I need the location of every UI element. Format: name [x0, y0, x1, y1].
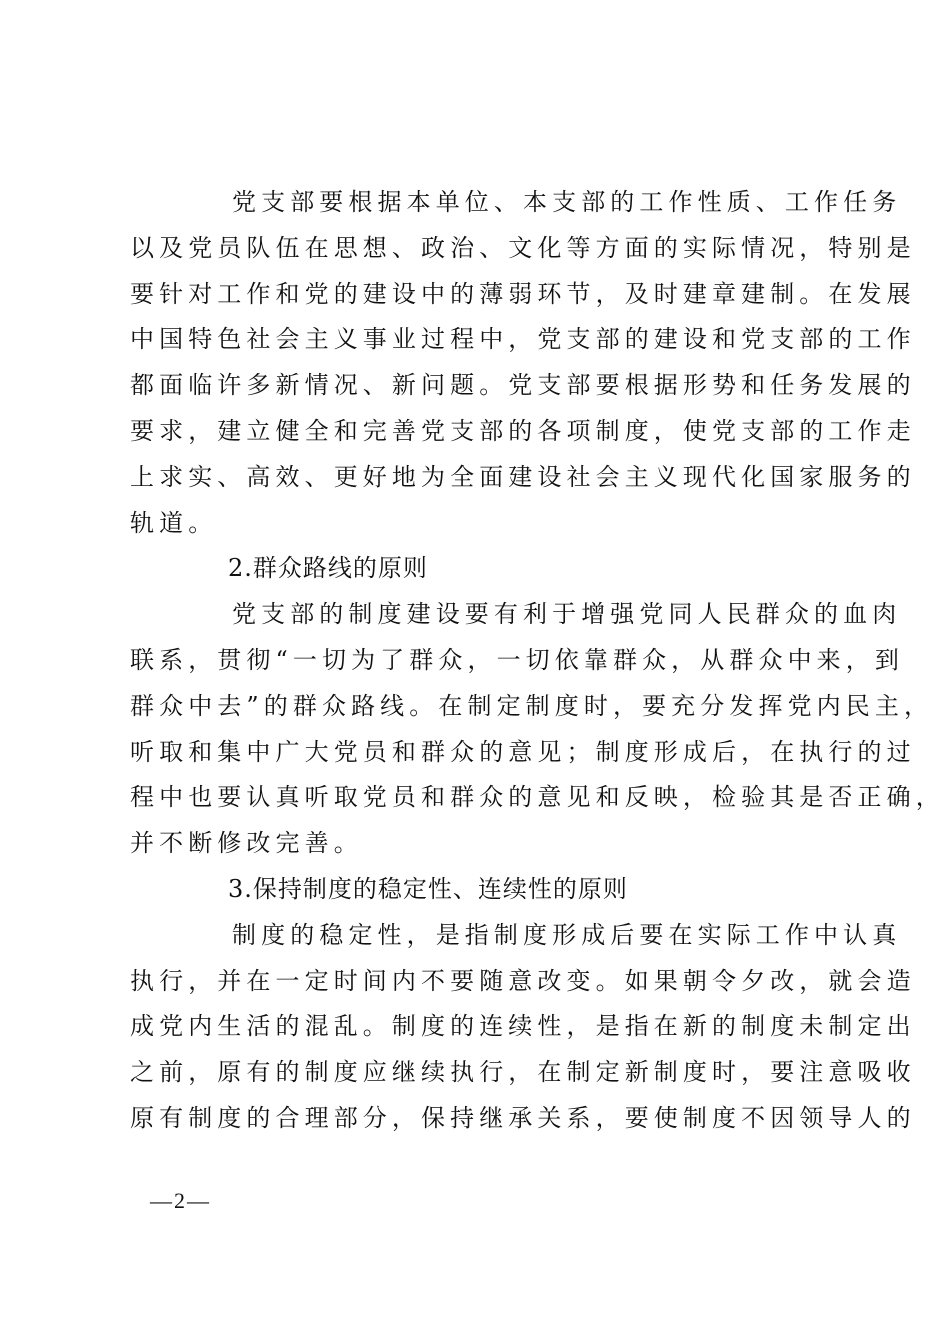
paragraph-line: 上求实、高效、更好地为全面建设社会主义现代化国家服务的	[130, 462, 916, 491]
paragraph-line: 程中也要认真听取党员和群众的意见和反映，检验其是否正确，	[130, 783, 945, 812]
paragraph-line: 制度的稳定性，是指制度形成后要在实际工作中认真	[232, 920, 902, 949]
paragraph-line: 要针对工作和党的建设中的薄弱环节，及时建章建制。在发展	[130, 279, 916, 308]
paragraph-line: 轨道。	[130, 508, 218, 537]
paragraph-line: 以及党员队伍在思想、政治、文化等方面的实际情况，特别是	[130, 233, 916, 262]
paragraph-line: 之前，原有的制度应继续执行，在制定新制度时，要注意吸收	[130, 1058, 916, 1087]
paragraph-line: 党支部的制度建设要有利于增强党同人民群众的血肉	[232, 600, 902, 629]
paragraph-line: 党支部要根据本单位、本支部的工作性质、工作任务	[232, 188, 902, 216]
paragraph-line: 并不断修改完善。	[130, 829, 363, 858]
paragraph-line: 要求，建立健全和完善党支部的各项制度，使党支部的工作走	[130, 416, 916, 445]
paragraph-line: 联系，贯彻“一切为了群众，一切依靠群众，从群众中来，到	[130, 645, 904, 674]
paragraph-line: 原有制度的合理部分，保持继承关系，要使制度不因领导人的	[130, 1103, 916, 1132]
section-heading-stability: 3.保持制度的稳定性、连续性的原则	[228, 874, 628, 903]
paragraph-line: 群众中去”的群众路线。在制定制度时，要充分发挥党内民主，	[130, 691, 934, 720]
paragraph-line: 都面临许多新情况、新问题。党支部要根据形势和任务发展的	[130, 371, 916, 400]
paragraph-line: 听取和集中广大党员和群众的意见；制度形成后，在执行的过	[130, 737, 916, 766]
section-heading-mass-line: 2.群众路线的原则	[228, 554, 428, 583]
paragraph-line: 执行，并在一定时间内不要随意改变。如果朝令夕改，就会造	[130, 966, 916, 995]
paragraph-line: 中国特色社会主义事业过程中，党支部的建设和党支部的工作	[130, 325, 916, 354]
page-number: —2—	[150, 1188, 211, 1213]
document-body	[130, 180, 945, 1142]
paragraph-line: 成党内生活的混乱。制度的连续性，是指在新的制度未制定出	[130, 1012, 916, 1041]
